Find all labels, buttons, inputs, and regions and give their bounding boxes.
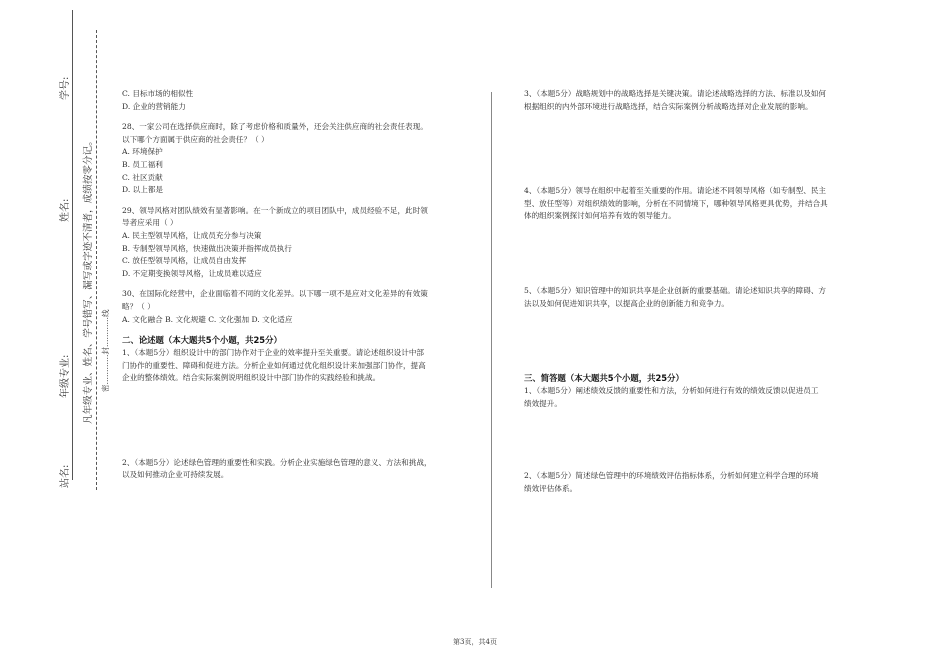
q28-option-b: B. 员工福利 bbox=[122, 159, 163, 169]
q27-option-d: D. 企业的营销能力 bbox=[122, 101, 186, 111]
q29-stem-line2: 导者应采用（ ） bbox=[122, 218, 178, 228]
q29-option-a: A. 民主型领导风格，让成员充分参与决策 bbox=[122, 230, 262, 240]
essay4-line2: 型、放任型等）对组织绩效的影响，分析在不同情境下，哪种领导风格更具优势，并结合具 bbox=[524, 198, 828, 208]
short1-line1: 1、（本题5分）阐述绩效反馈的重要性和方法，分析如何进行有效的绩效反馈以促进员工 bbox=[524, 386, 819, 396]
essay4-line1: 4、（本题5分）领导在组织中起着至关重要的作用。请论述不同领导风格（如专制型、民主 bbox=[524, 186, 827, 196]
essay2-line2: 以及如何推动企业可持续发展。 bbox=[122, 470, 229, 480]
q28-stem-line1: 28、一家公司在选择供应商时，除了考虑价格和质量外，还会关注供应商的社会责任表现。 bbox=[122, 122, 428, 132]
binding-solid-line bbox=[72, 10, 73, 480]
section-essay-title: 二、论述题（本大题共5个小题，共25分） bbox=[122, 335, 282, 346]
essay1-line2: 门协作的重要性、障碍和促进方法。分析企业如何通过优化组织设计来加强部门协作，提高 bbox=[122, 360, 426, 370]
left-column bbox=[122, 88, 462, 482]
short1-line2: 绩效提升。 bbox=[524, 398, 562, 408]
essay2-line1: 2、（本题5分）论述绿色管理的重要性和实践。分析企业实施绿色管理的意义、方法和挑战， bbox=[122, 457, 432, 467]
seal-line-text: 密…………封…………线 bbox=[101, 309, 110, 392]
school-label: 站名: bbox=[60, 464, 71, 488]
q29-stem-line1: 29、领导风格对团队绩效有显著影响。在一个新成立的项目团队中，成员经验不足，此时领 bbox=[122, 205, 428, 215]
short2-line1: 2、（本题5分）简述绿色管理中的环境绩效评估指标体系，分析如何建立科学合理的环境 bbox=[524, 471, 819, 481]
q27-option-c: C. 目标市场的相似性 bbox=[122, 89, 194, 98]
q30-options: A. 文化融合 B. 文化规避 C. 文化强加 D. 文化适应 bbox=[122, 314, 293, 324]
short2-line2: 绩效评估体系。 bbox=[524, 483, 578, 493]
essay4-line3: 体的组织案例探讨如何培养有效的领导能力。 bbox=[524, 211, 676, 221]
page-footer: 第3页，共4页 bbox=[453, 638, 497, 646]
essay3-line1: 3、（本题5分）战略规划中的战略选择是关键决策。请论述战略选择的方法、标准以及如何 bbox=[524, 89, 827, 98]
essay3-line2: 根据组织的内外部环境进行战略选择，结合实际案例分析战略选择对企业发展的影响。 bbox=[524, 101, 813, 111]
q28-option-a: A. 环境保护 bbox=[122, 147, 163, 157]
name-label: 姓名: bbox=[60, 198, 71, 222]
student-id-label: 学号: bbox=[60, 76, 71, 100]
class-label: 年级专业: bbox=[60, 354, 71, 398]
section-short-answer-title: 三、简答题（本大题共5个小题，共25分） bbox=[524, 373, 684, 384]
q29-option-c: C. 放任型领导风格，让成员自由发挥 bbox=[122, 256, 247, 266]
essay5-line2: 法以及如何促进知识共享，以提高企业的创新能力和竞争力。 bbox=[524, 298, 730, 308]
essay1-line3: 企业的整体绩效。结合实际案例说明组织设计中部门协作的实践经验和挑战。 bbox=[122, 373, 381, 383]
q29-option-d: D. 不定期变换领导风格，让成员难以适应 bbox=[122, 268, 262, 278]
binding-margin bbox=[0, 0, 120, 672]
q29-option-b: B. 专制型领导风格，快速做出决策并指挥成员执行 bbox=[122, 243, 292, 253]
q28-stem-line2: 以下哪个方面属于供应商的社会责任？（ ） bbox=[122, 134, 269, 144]
q30-stem-line2: 略？（ ） bbox=[122, 301, 155, 311]
q28-option-d: D. 以上都是 bbox=[122, 185, 164, 195]
column-divider bbox=[491, 92, 492, 588]
q30-stem-line1: 30、在国际化经营中，企业面临着不同的文化差异。以下哪一项不是应对文化差异的有效策 bbox=[122, 289, 428, 299]
binding-notice: 凡年级专业、姓名、学号错写、漏写或字迹不清者，成绩按零分记。 bbox=[83, 136, 94, 424]
binding-dashed-line bbox=[96, 30, 97, 490]
q28-option-c: C. 社区贡献 bbox=[122, 172, 163, 182]
right-column bbox=[524, 88, 870, 496]
essay1-line1: 1、（本题5分）组织设计中的部门协作对于企业的效率提升至关重要。请论述组织设计中部 bbox=[122, 348, 425, 358]
essay5-line1: 5、（本题5分）知识管理中的知识共享是企业创新的重要基础。请论述知识共享的障碍、方 bbox=[524, 285, 827, 295]
